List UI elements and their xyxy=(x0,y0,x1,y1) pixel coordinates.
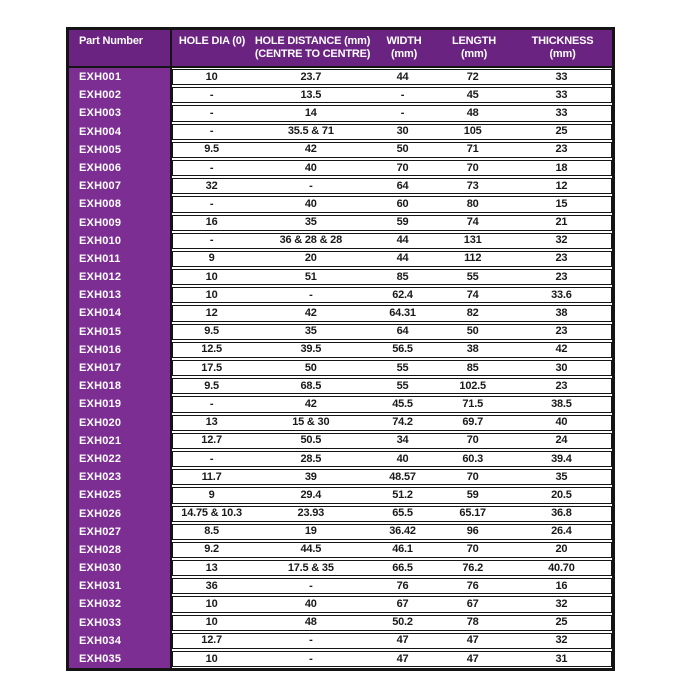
table-row xyxy=(69,104,612,122)
row-values xyxy=(172,506,612,522)
hole-dia-cell: 36 xyxy=(205,579,218,592)
length-cell: 74 xyxy=(466,288,479,301)
part-number-cell: EXH022 xyxy=(69,450,172,468)
row-values xyxy=(172,269,612,285)
table-row xyxy=(69,68,612,86)
width-cell: 62.4 xyxy=(392,288,413,301)
part-number-cell: EXH033 xyxy=(69,614,172,632)
row-values xyxy=(172,142,612,158)
thickness-cell: 33 xyxy=(555,88,568,101)
hole-distance-cell: 35 xyxy=(304,325,317,338)
row-values xyxy=(172,396,612,412)
thickness-cell: 21 xyxy=(555,216,568,229)
width-cell: - xyxy=(400,106,405,119)
hole-dia-cell: 12.7 xyxy=(201,434,222,447)
hole-dia-cell: - xyxy=(209,234,214,247)
width-cell: 74.2 xyxy=(392,416,413,429)
width-cell: 36.42 xyxy=(389,525,416,538)
header-thickness-line1: THICKNESS xyxy=(531,35,594,47)
table-row xyxy=(69,177,612,195)
length-cell: 70 xyxy=(466,161,479,174)
width-cell: - xyxy=(400,88,405,101)
hole-dia-cell: - xyxy=(209,397,214,410)
thickness-cell: 23 xyxy=(555,143,568,156)
part-number-cell: EXH019 xyxy=(69,395,172,413)
part-number-cell: EXH034 xyxy=(69,632,172,650)
header-length-line2: (mm) xyxy=(460,48,488,60)
part-number-cell: EXH006 xyxy=(69,159,172,177)
row-values xyxy=(172,596,612,612)
table-row xyxy=(69,304,612,322)
thickness-cell: 23 xyxy=(555,252,568,265)
part-number-cell: EXH028 xyxy=(69,541,172,559)
width-cell: 70 xyxy=(396,161,409,174)
hole-dia-cell: 9 xyxy=(208,488,215,501)
hole-distance-cell: 23.93 xyxy=(297,507,325,520)
hole-distance-cell: 50 xyxy=(304,361,317,374)
part-number-cell: EXH008 xyxy=(69,195,172,213)
hole-distance-cell: 20 xyxy=(304,252,317,265)
table-row xyxy=(69,414,612,432)
row-values xyxy=(172,287,612,303)
thickness-cell: 26.4 xyxy=(551,525,572,538)
thickness-cell: 23 xyxy=(555,270,568,283)
hole-distance-cell: 19 xyxy=(304,525,317,538)
width-cell: 40 xyxy=(396,452,409,465)
hole-distance-cell: 35.5 & 71 xyxy=(287,125,334,138)
hole-distance-cell: 68.5 xyxy=(300,379,322,392)
length-cell: 47 xyxy=(466,652,479,665)
row-values xyxy=(172,342,612,358)
hole-distance-cell: 13.5 xyxy=(300,88,322,101)
table-row xyxy=(69,595,612,613)
hole-distance-cell: - xyxy=(309,634,313,647)
hole-distance-cell: - xyxy=(309,652,313,665)
table-rows xyxy=(69,68,612,668)
width-cell: 59 xyxy=(396,216,409,229)
row-values xyxy=(172,560,612,576)
thickness-cell: 40 xyxy=(555,416,568,429)
row-values xyxy=(172,524,612,540)
table-row xyxy=(69,268,612,286)
hole-dia-cell: 9.2 xyxy=(204,543,219,556)
width-cell: 60 xyxy=(396,197,409,210)
width-cell: 55 xyxy=(396,361,409,374)
header-length xyxy=(435,30,513,66)
hole-dia-cell: 9 xyxy=(208,252,215,265)
hole-distance-cell: 50.5 xyxy=(300,434,322,447)
hole-distance-cell: 44.5 xyxy=(300,543,322,556)
table-row xyxy=(69,359,612,377)
part-number-cell: EXH001 xyxy=(69,68,172,86)
thickness-cell: 16 xyxy=(555,579,568,592)
width-cell: 85 xyxy=(396,270,409,283)
hole-dia-cell: 10 xyxy=(205,652,218,665)
hole-dia-cell: 14.75 & 10.3 xyxy=(181,507,242,520)
part-number-cell: EXH015 xyxy=(69,323,172,341)
width-cell: 51.2 xyxy=(392,488,413,501)
table-row xyxy=(69,432,612,450)
hole-dia-cell: 9.5 xyxy=(204,143,219,156)
table-row xyxy=(69,650,612,668)
row-values xyxy=(172,542,612,558)
part-number-cell: EXH035 xyxy=(69,650,172,668)
length-cell: 102.5 xyxy=(459,379,486,392)
width-cell: 55 xyxy=(396,379,409,392)
length-cell: 72 xyxy=(466,70,479,83)
table-row xyxy=(69,577,612,595)
header-hole-distance-line2: (CENTRE TO CENTRE) xyxy=(254,48,371,60)
hole-dia-cell: 9.5 xyxy=(204,379,219,392)
length-cell: 59 xyxy=(466,488,479,501)
thickness-cell: 32 xyxy=(555,634,568,647)
row-values xyxy=(172,415,612,431)
table-row xyxy=(69,450,612,468)
hole-distance-cell: - xyxy=(309,579,313,592)
length-cell: 74 xyxy=(466,216,479,229)
row-values xyxy=(172,251,612,267)
table-row xyxy=(69,341,612,359)
hole-dia-cell: 8.5 xyxy=(204,525,219,538)
width-cell: 44 xyxy=(396,70,409,83)
width-cell: 66.5 xyxy=(392,561,413,574)
header-thickness-line2: (mm) xyxy=(549,48,576,60)
width-cell: 46.1 xyxy=(392,543,413,556)
thickness-cell: 35 xyxy=(555,470,568,483)
hole-distance-cell: 36 & 28 & 28 xyxy=(279,234,343,247)
length-cell: 85 xyxy=(466,361,479,374)
header-part-number xyxy=(69,30,172,66)
part-number-cell: EXH009 xyxy=(69,214,172,232)
row-values xyxy=(172,87,612,103)
header-width-line1: WIDTH xyxy=(386,35,422,47)
header-hole-dia-line1: HOLE DIA (0) xyxy=(178,35,246,47)
row-values xyxy=(172,451,612,467)
length-cell: 70 xyxy=(466,470,479,483)
thickness-cell: 23 xyxy=(555,379,568,392)
hole-dia-cell: - xyxy=(209,161,214,174)
length-cell: 96 xyxy=(466,525,479,538)
parts-spec-table xyxy=(66,27,615,671)
hole-distance-cell: 42 xyxy=(304,143,317,156)
length-cell: 38 xyxy=(466,343,479,356)
width-cell: 44 xyxy=(396,252,409,265)
row-values xyxy=(172,433,612,449)
table-row xyxy=(69,377,612,395)
part-number-cell: EXH018 xyxy=(69,377,172,395)
header-thickness xyxy=(513,30,612,66)
part-number-cell: EXH003 xyxy=(69,104,172,122)
hole-distance-cell: 14 xyxy=(304,106,317,119)
hole-dia-cell: 17.5 xyxy=(201,361,222,374)
row-values xyxy=(172,487,612,503)
table-row xyxy=(69,486,612,504)
thickness-cell: 33.6 xyxy=(551,288,572,301)
row-values xyxy=(172,469,612,485)
table-row xyxy=(69,286,612,304)
width-cell: 30 xyxy=(396,125,409,138)
width-cell: 64.31 xyxy=(389,307,416,320)
thickness-cell: 25 xyxy=(555,125,568,138)
table-row xyxy=(69,614,612,632)
row-values xyxy=(172,196,612,212)
length-cell: 73 xyxy=(466,179,479,192)
row-values xyxy=(172,105,612,121)
part-number-cell: EXH017 xyxy=(69,359,172,377)
row-values xyxy=(172,178,612,194)
part-number-cell: EXH012 xyxy=(69,268,172,286)
row-values xyxy=(172,633,612,649)
width-cell: 56.5 xyxy=(392,343,413,356)
length-cell: 55 xyxy=(466,270,479,283)
hole-distance-cell: - xyxy=(309,179,313,192)
hole-distance-cell: 40 xyxy=(304,598,317,611)
hole-dia-cell: 10 xyxy=(205,288,218,301)
hole-dia-cell: 12 xyxy=(205,307,218,320)
part-number-cell: EXH004 xyxy=(69,123,172,141)
thickness-cell: 12 xyxy=(555,179,568,192)
header-part-number-label: Part Number xyxy=(79,35,143,47)
row-values xyxy=(172,305,612,321)
thickness-cell: 30 xyxy=(555,361,568,374)
length-cell: 50 xyxy=(466,325,479,338)
hole-distance-cell: 23.7 xyxy=(300,70,322,83)
hole-dia-cell: - xyxy=(209,197,214,210)
row-values xyxy=(172,324,612,340)
length-cell: 60.3 xyxy=(462,452,483,465)
width-cell: 67 xyxy=(396,598,409,611)
length-cell: 70 xyxy=(466,434,479,447)
row-values xyxy=(172,124,612,140)
thickness-cell: 24 xyxy=(555,434,568,447)
part-number-cell: EXH005 xyxy=(69,141,172,159)
width-cell: 34 xyxy=(396,434,409,447)
length-cell: 82 xyxy=(466,307,479,320)
hole-dia-cell: 9.5 xyxy=(204,325,219,338)
part-number-cell: EXH002 xyxy=(69,86,172,104)
thickness-cell: 42 xyxy=(555,343,568,356)
hole-dia-cell: 10 xyxy=(205,270,218,283)
hole-dia-cell: 10 xyxy=(205,616,218,629)
thickness-cell: 39.4 xyxy=(551,452,572,465)
length-cell: 76 xyxy=(466,579,479,592)
length-cell: 78 xyxy=(466,616,479,629)
part-number-cell: EXH007 xyxy=(69,177,172,195)
row-values xyxy=(172,233,612,249)
hole-dia-cell: - xyxy=(209,106,214,119)
length-cell: 69.7 xyxy=(462,416,483,429)
thickness-cell: 23 xyxy=(555,325,568,338)
length-cell: 105 xyxy=(463,125,482,138)
length-cell: 71 xyxy=(466,143,479,156)
table-row xyxy=(69,214,612,232)
part-number-cell: EXH016 xyxy=(69,341,172,359)
thickness-cell: 36.8 xyxy=(551,507,572,520)
row-values xyxy=(172,615,612,631)
thickness-cell: 38.5 xyxy=(551,397,572,410)
part-number-cell: EXH014 xyxy=(69,304,172,322)
header-width-line2: (mm) xyxy=(390,48,418,60)
length-cell: 76.2 xyxy=(462,561,483,574)
length-cell: 70 xyxy=(466,543,479,556)
thickness-cell: 38 xyxy=(555,307,568,320)
hole-distance-cell: 39 xyxy=(304,470,317,483)
hole-dia-cell: 13 xyxy=(205,561,218,574)
hole-dia-cell: 11.7 xyxy=(201,470,222,483)
part-number-cell: EXH030 xyxy=(69,559,172,577)
hole-dia-cell: - xyxy=(209,88,214,101)
table-row xyxy=(69,123,612,141)
length-cell: 131 xyxy=(463,234,482,247)
thickness-cell: 20 xyxy=(555,543,568,556)
table-row xyxy=(69,195,612,213)
part-number-cell: EXH027 xyxy=(69,523,172,541)
row-values xyxy=(172,651,612,667)
width-cell: 47 xyxy=(396,634,409,647)
part-number-cell: EXH010 xyxy=(69,232,172,250)
length-cell: 112 xyxy=(464,252,482,265)
hole-dia-cell: 32 xyxy=(205,179,218,192)
width-cell: 50 xyxy=(396,143,409,156)
part-number-cell: EXH031 xyxy=(69,577,172,595)
hole-distance-cell: 17.5 & 35 xyxy=(287,561,334,574)
hole-distance-cell: 42 xyxy=(304,307,317,320)
table-row xyxy=(69,395,612,413)
hole-distance-cell: 15 & 30 xyxy=(292,416,330,429)
hole-dia-cell: 12.5 xyxy=(201,343,222,356)
width-cell: 50.2 xyxy=(392,616,413,629)
width-cell: 64 xyxy=(396,179,409,192)
row-values xyxy=(172,578,612,594)
table-row xyxy=(69,141,612,159)
hole-distance-cell: 39.5 xyxy=(300,343,322,356)
table-row xyxy=(69,523,612,541)
table-row xyxy=(69,559,612,577)
hole-distance-cell: 48 xyxy=(304,616,317,629)
thickness-cell: 18 xyxy=(555,161,568,174)
hole-distance-cell: - xyxy=(309,288,313,301)
hole-dia-cell: - xyxy=(209,452,214,465)
part-number-cell: EXH011 xyxy=(69,250,172,268)
hole-distance-cell: 51 xyxy=(304,270,317,283)
hole-distance-cell: 29.4 xyxy=(300,488,322,501)
hole-dia-cell: 16 xyxy=(205,216,218,229)
width-cell: 76 xyxy=(396,579,409,592)
row-values xyxy=(172,360,612,376)
length-cell: 47 xyxy=(466,634,479,647)
thickness-cell: 20.5 xyxy=(551,488,572,501)
width-cell: 44 xyxy=(396,234,409,247)
part-number-cell: EXH023 xyxy=(69,468,172,486)
table-row xyxy=(69,250,612,268)
part-number-cell: EXH026 xyxy=(69,505,172,523)
thickness-cell: 25 xyxy=(555,616,568,629)
row-values xyxy=(172,160,612,176)
hole-distance-cell: 40 xyxy=(304,161,317,174)
part-number-cell: EXH025 xyxy=(69,486,172,504)
width-cell: 47 xyxy=(396,652,409,665)
width-cell: 65.5 xyxy=(392,507,413,520)
table-row xyxy=(69,323,612,341)
thickness-cell: 15 xyxy=(555,197,568,210)
row-values xyxy=(172,378,612,394)
width-cell: 48.57 xyxy=(389,470,416,483)
row-values xyxy=(172,215,612,231)
length-cell: 80 xyxy=(466,197,479,210)
thickness-cell: 33 xyxy=(555,106,568,119)
header-width xyxy=(373,30,435,66)
length-cell: 71.5 xyxy=(462,397,483,410)
hole-dia-cell: 10 xyxy=(205,598,218,611)
width-cell: 45.5 xyxy=(392,397,413,410)
thickness-cell: 33 xyxy=(555,70,568,83)
part-number-cell: EXH032 xyxy=(69,595,172,613)
hole-dia-cell: 12.7 xyxy=(201,634,222,647)
length-cell: 67 xyxy=(466,598,479,611)
table-row xyxy=(69,632,612,650)
thickness-cell: 32 xyxy=(555,234,568,247)
hole-distance-cell: 28.5 xyxy=(300,452,322,465)
header-hole-dia xyxy=(172,30,252,66)
hole-dia-cell: 13 xyxy=(205,416,218,429)
hole-dia-cell: 10 xyxy=(205,70,218,83)
part-number-cell: EXH020 xyxy=(69,414,172,432)
table-row xyxy=(69,86,612,104)
row-values xyxy=(172,69,612,85)
hole-distance-cell: 40 xyxy=(304,197,317,210)
header-length-line1: LENGTH xyxy=(451,35,497,47)
table-row xyxy=(69,468,612,486)
header-hole-distance xyxy=(252,30,373,66)
table-row xyxy=(69,232,612,250)
hole-dia-cell: - xyxy=(209,125,214,138)
table-row xyxy=(69,505,612,523)
hole-distance-cell: 42 xyxy=(304,397,317,410)
hole-distance-cell: 35 xyxy=(304,216,317,229)
thickness-cell: 31 xyxy=(555,652,568,665)
header-hole-distance-line1: HOLE DISTANCE (mm) xyxy=(254,35,371,47)
length-cell: 65.17 xyxy=(459,507,486,520)
part-number-cell: EXH013 xyxy=(69,286,172,304)
length-cell: 48 xyxy=(466,106,479,119)
width-cell: 64 xyxy=(396,325,409,338)
part-number-cell: EXH021 xyxy=(69,432,172,450)
table-row xyxy=(69,159,612,177)
table-header-row xyxy=(69,30,612,68)
table-row xyxy=(69,541,612,559)
thickness-cell: 32 xyxy=(555,598,568,611)
length-cell: 45 xyxy=(466,88,479,101)
thickness-cell: 40.70 xyxy=(548,561,575,574)
